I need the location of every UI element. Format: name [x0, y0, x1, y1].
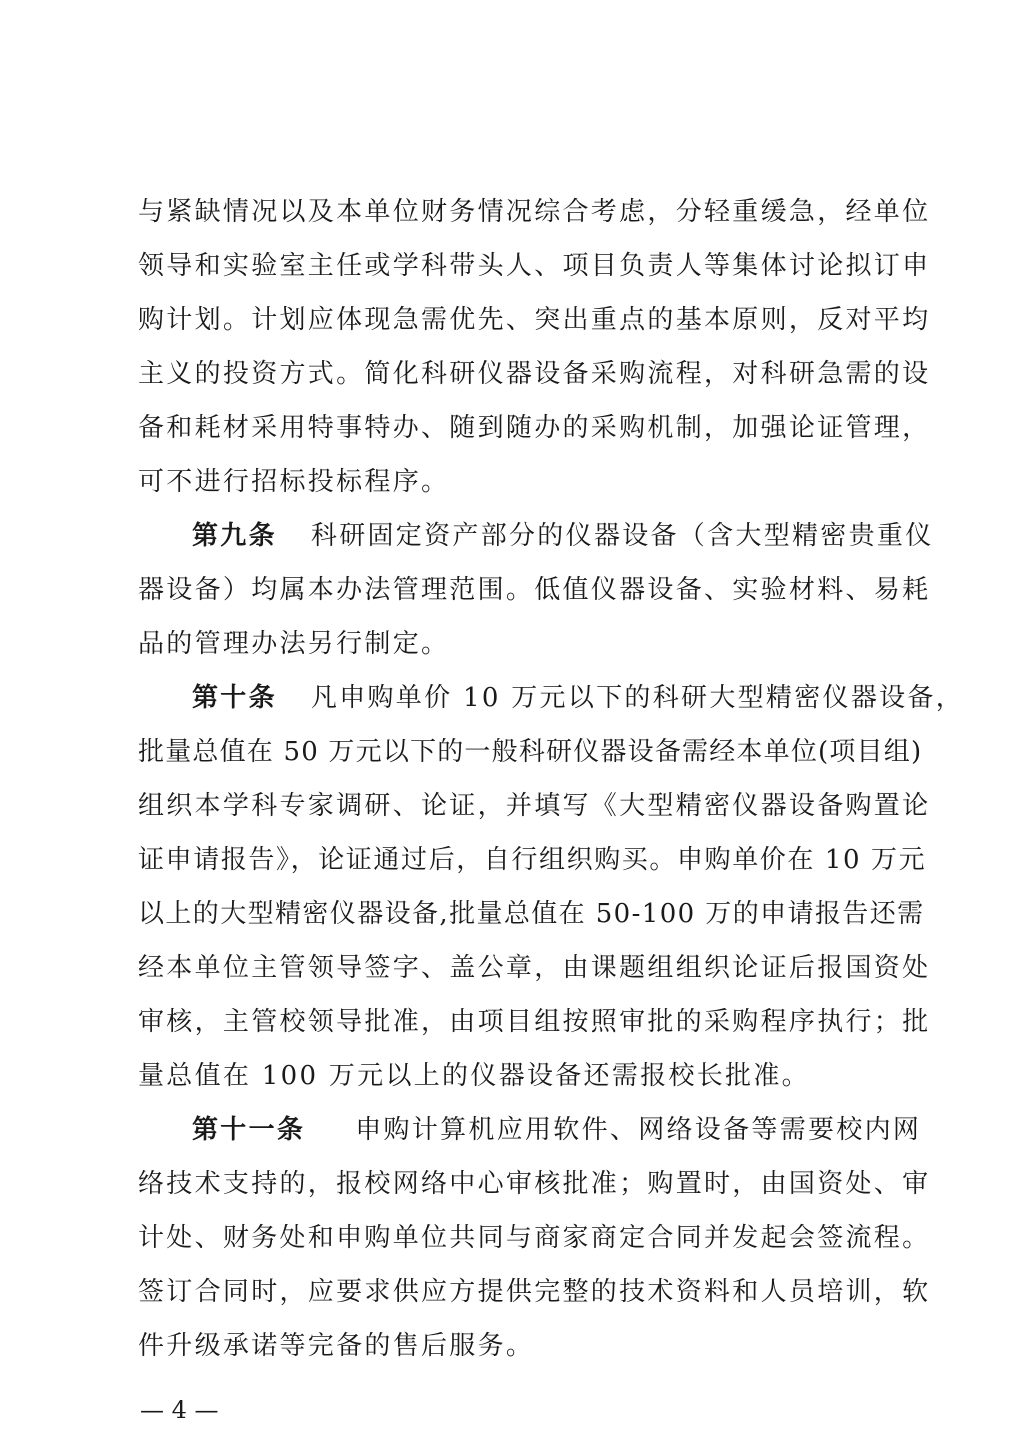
article-10-line-7: 审核，主管校领导批准，由项目组按照审批的采购程序执行；批: [138, 1007, 931, 1037]
article-9-heading: 第九条: [192, 521, 277, 551]
article-11-heading: 第十一条: [192, 1115, 306, 1145]
article-9-line-3: 品的管理办法另行制定。: [138, 629, 450, 659]
article-9-text: 科研固定资产部分的仪器设备（含大型精密贵重仪: [310, 521, 934, 551]
article-10-line-8: 量总值在 100 万元以上的仪器设备还需报校长批准。: [138, 1061, 810, 1091]
article-11-line-3: 计处、财务处和申购单位共同与商家商定合同并发起会签流程。: [138, 1223, 931, 1253]
body-line-2: 领导和实验室主任或学科带头人、项目负责人等集体讨论拟订申: [138, 251, 931, 281]
body-line-5: 备和耗材采用特事特办、随到随办的采购机制，加强论证管理，: [138, 413, 931, 443]
article-11-line-5: 件升级承诺等完备的售后服务。: [138, 1331, 535, 1361]
article-11-line-4: 签订合同时，应要求供应方提供完整的技术资料和人员培训，软: [138, 1277, 931, 1307]
article-11-first-line: [192, 1110, 921, 1150]
article-10-first-line: [192, 678, 964, 718]
body-line-6: 可不进行招标投标程序。: [138, 467, 450, 497]
article-10-line-6: 经本单位主管领导签字、盖公章，由课题组组织论证后报国资处: [138, 953, 931, 983]
article-9-line-2: 器设备）均属本办法管理范围。低值仪器设备、实验材料、易耗: [138, 575, 931, 605]
article-10-line-2: 批量总值在 50 万元以下的一般科研仪器设备需经本单位(项目组): [138, 737, 923, 767]
body-line-3: 购计划。计划应体现急需优先、突出重点的基本原则，反对平均: [138, 305, 931, 335]
page-number: — 4 —: [140, 1396, 219, 1424]
article-10-line-4: 证申请报告》，论证通过后，自行组织购买。申购单价在 10 万元: [138, 845, 927, 875]
article-11-text: 申购计算机应用软件、网络设备等需要校内网: [355, 1115, 922, 1145]
article-10-line-5: 以上的大型精密仪器设备,批量总值在 50-100 万的申请报告还需: [138, 899, 925, 929]
article-10-heading: 第十条: [192, 683, 277, 713]
article-9-first-line: [192, 516, 934, 556]
article-11-line-2: 络技术支持的，报校网络中心审核批准；购置时，由国资处、审: [138, 1169, 931, 1199]
article-10-line-3: 组织本学科专家调研、论证，并填写《大型精密仪器设备购置论: [138, 791, 931, 821]
body-line-4: 主义的投资方式。简化科研仪器设备采购流程，对科研急需的设: [138, 359, 931, 389]
body-line-1: 与紧缺情况以及本单位财务情况综合考虑，分轻重缓急，经单位: [138, 197, 931, 227]
article-10-text: 凡申购单价 10 万元以下的科研大型精密仪器设备，: [310, 683, 965, 713]
